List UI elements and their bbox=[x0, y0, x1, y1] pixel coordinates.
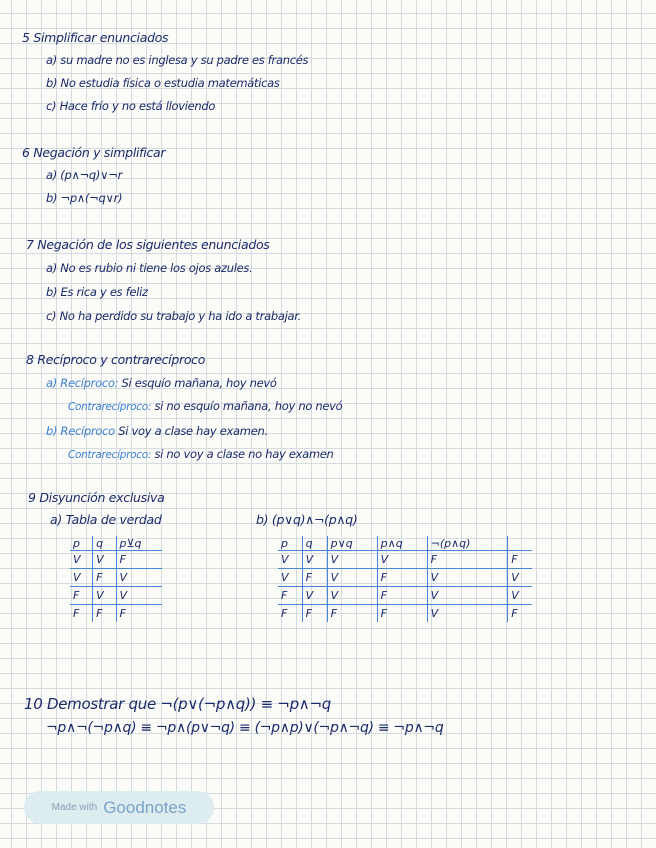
table-cell: F bbox=[70, 605, 93, 623]
table-header-cell: p bbox=[73, 536, 80, 550]
item-6b: b) ¬p∧(¬q∨r) bbox=[46, 191, 123, 205]
table-header-cell: p⊻q bbox=[116, 536, 162, 551]
text-contrarreciproco-a: si no esquío mañana, hoy no nevó bbox=[154, 399, 343, 413]
table-cell: F bbox=[508, 551, 532, 569]
item-5a: a) su madre no es inglesa y su padre es francés bbox=[46, 53, 309, 67]
goodnotes-logo: Goodnotes bbox=[103, 797, 187, 817]
table-cell: V bbox=[116, 569, 162, 587]
table-cell: F bbox=[93, 605, 116, 623]
table-cell: F bbox=[70, 587, 93, 605]
table-cell: V bbox=[327, 569, 377, 587]
table-cell: F bbox=[116, 551, 162, 569]
table-cell: V bbox=[70, 551, 93, 569]
truth-table-b bbox=[278, 536, 532, 622]
item-6a: a) (p∧¬q)∨¬r bbox=[46, 168, 122, 182]
table-cell: V bbox=[302, 587, 327, 605]
table-cell: F bbox=[278, 605, 302, 623]
table-row bbox=[278, 551, 532, 569]
table-row bbox=[70, 605, 162, 623]
table-cell: V bbox=[278, 551, 302, 569]
table-cell: F bbox=[377, 605, 427, 623]
table-header-cell bbox=[508, 536, 532, 551]
item-8a bbox=[46, 376, 277, 390]
table-header-row bbox=[70, 536, 162, 551]
table-header-cell: q bbox=[93, 536, 116, 551]
item-8b-contra bbox=[68, 447, 334, 461]
table-row bbox=[278, 605, 532, 623]
table-cell: V bbox=[327, 551, 377, 569]
table-header-row bbox=[278, 536, 532, 551]
table-cell: F bbox=[427, 551, 508, 569]
label-contrarreciproco-a: Contrarecíproco: bbox=[68, 401, 152, 413]
table-row bbox=[278, 569, 532, 587]
table-cell: V bbox=[327, 587, 377, 605]
item-5b: b) No estudia física o estudia matemáticas bbox=[46, 76, 280, 90]
table-header-cell: p bbox=[281, 536, 288, 550]
heading-5: 5 Simplificar enunciados bbox=[22, 30, 169, 45]
subheading-9b: b) (p∨q)∧¬(p∧q) bbox=[256, 512, 358, 527]
table-header-cell: p∨q bbox=[327, 536, 377, 551]
table-cell: V bbox=[427, 605, 508, 623]
table-cell: V bbox=[278, 569, 302, 587]
item-7b: b) Es rica y es feliz bbox=[46, 285, 148, 299]
table-cell: V bbox=[508, 569, 532, 587]
goodnotes-watermark bbox=[24, 791, 214, 824]
truth-table-a bbox=[70, 536, 162, 622]
table-cell: V bbox=[116, 587, 162, 605]
label-reciproco-b: b) Recíproco bbox=[46, 424, 115, 438]
item-8a-contra bbox=[68, 399, 342, 413]
heading-7: 7 Negación de los siguientes enunciados bbox=[26, 237, 270, 252]
item-8b bbox=[46, 424, 268, 438]
table-cell: V bbox=[508, 587, 532, 605]
table-cell: V bbox=[93, 587, 116, 605]
label-reciproco-a: a) Recíproco: bbox=[46, 376, 119, 390]
table-row bbox=[70, 551, 162, 569]
table-cell: F bbox=[278, 587, 302, 605]
table-cell: F bbox=[377, 569, 427, 587]
table-cell: F bbox=[302, 605, 327, 623]
heading-10: 10 Demostrar que ¬(p∨(¬p∧q)) ≡ ¬p∧¬q bbox=[24, 695, 331, 713]
item-7a: a) No es rubio ni tiene los ojos azules. bbox=[46, 261, 253, 275]
table-cell: F bbox=[302, 569, 327, 587]
table-cell: V bbox=[93, 551, 116, 569]
text-reciproco-a: Si esquío mañana, hoy nevó bbox=[121, 376, 277, 390]
text-contrarreciproco-b: si no voy a clase no hay examen bbox=[154, 447, 334, 461]
table-cell: V bbox=[427, 569, 508, 587]
table-header-cell: p∧q bbox=[377, 536, 427, 551]
table-cell: V bbox=[70, 569, 93, 587]
table-cell: V bbox=[377, 551, 427, 569]
heading-6: 6 Negación y simplificar bbox=[22, 145, 166, 160]
table-header-cell: ¬(p∧q) bbox=[427, 536, 508, 551]
table-cell: F bbox=[327, 605, 377, 623]
item-5c: c) Hace frío y no está lloviendo bbox=[46, 99, 216, 113]
table-row bbox=[70, 569, 162, 587]
table-cell: F bbox=[116, 605, 162, 623]
table-row bbox=[278, 587, 532, 605]
table-header-cell: q bbox=[302, 536, 327, 551]
table-cell: V bbox=[302, 551, 327, 569]
watermark-made-with: Made with bbox=[51, 802, 98, 813]
table-cell: F bbox=[508, 605, 532, 623]
heading-9: 9 Disyunción exclusiva bbox=[28, 490, 165, 505]
heading-8: 8 Recíproco y contrarecíproco bbox=[26, 352, 206, 367]
subheading-9a: a) Tabla de verdad bbox=[50, 512, 162, 527]
table-cell: F bbox=[93, 569, 116, 587]
table-row bbox=[70, 587, 162, 605]
text-reciproco-b: Si voy a clase hay examen. bbox=[118, 424, 268, 438]
proof-10: ¬p∧¬(¬p∧q) ≡ ¬p∧(p∨¬q) ≡ (¬p∧p)∨(¬p∧¬q) ≡ ¬p∧¬q bbox=[46, 720, 444, 736]
table-cell: V bbox=[427, 587, 508, 605]
label-contrarreciproco-b: Contrarecíproco: bbox=[68, 449, 152, 461]
table-cell: F bbox=[377, 587, 427, 605]
item-7c: c) No ha perdido su trabajo y ha ido a trabajar. bbox=[46, 309, 301, 323]
